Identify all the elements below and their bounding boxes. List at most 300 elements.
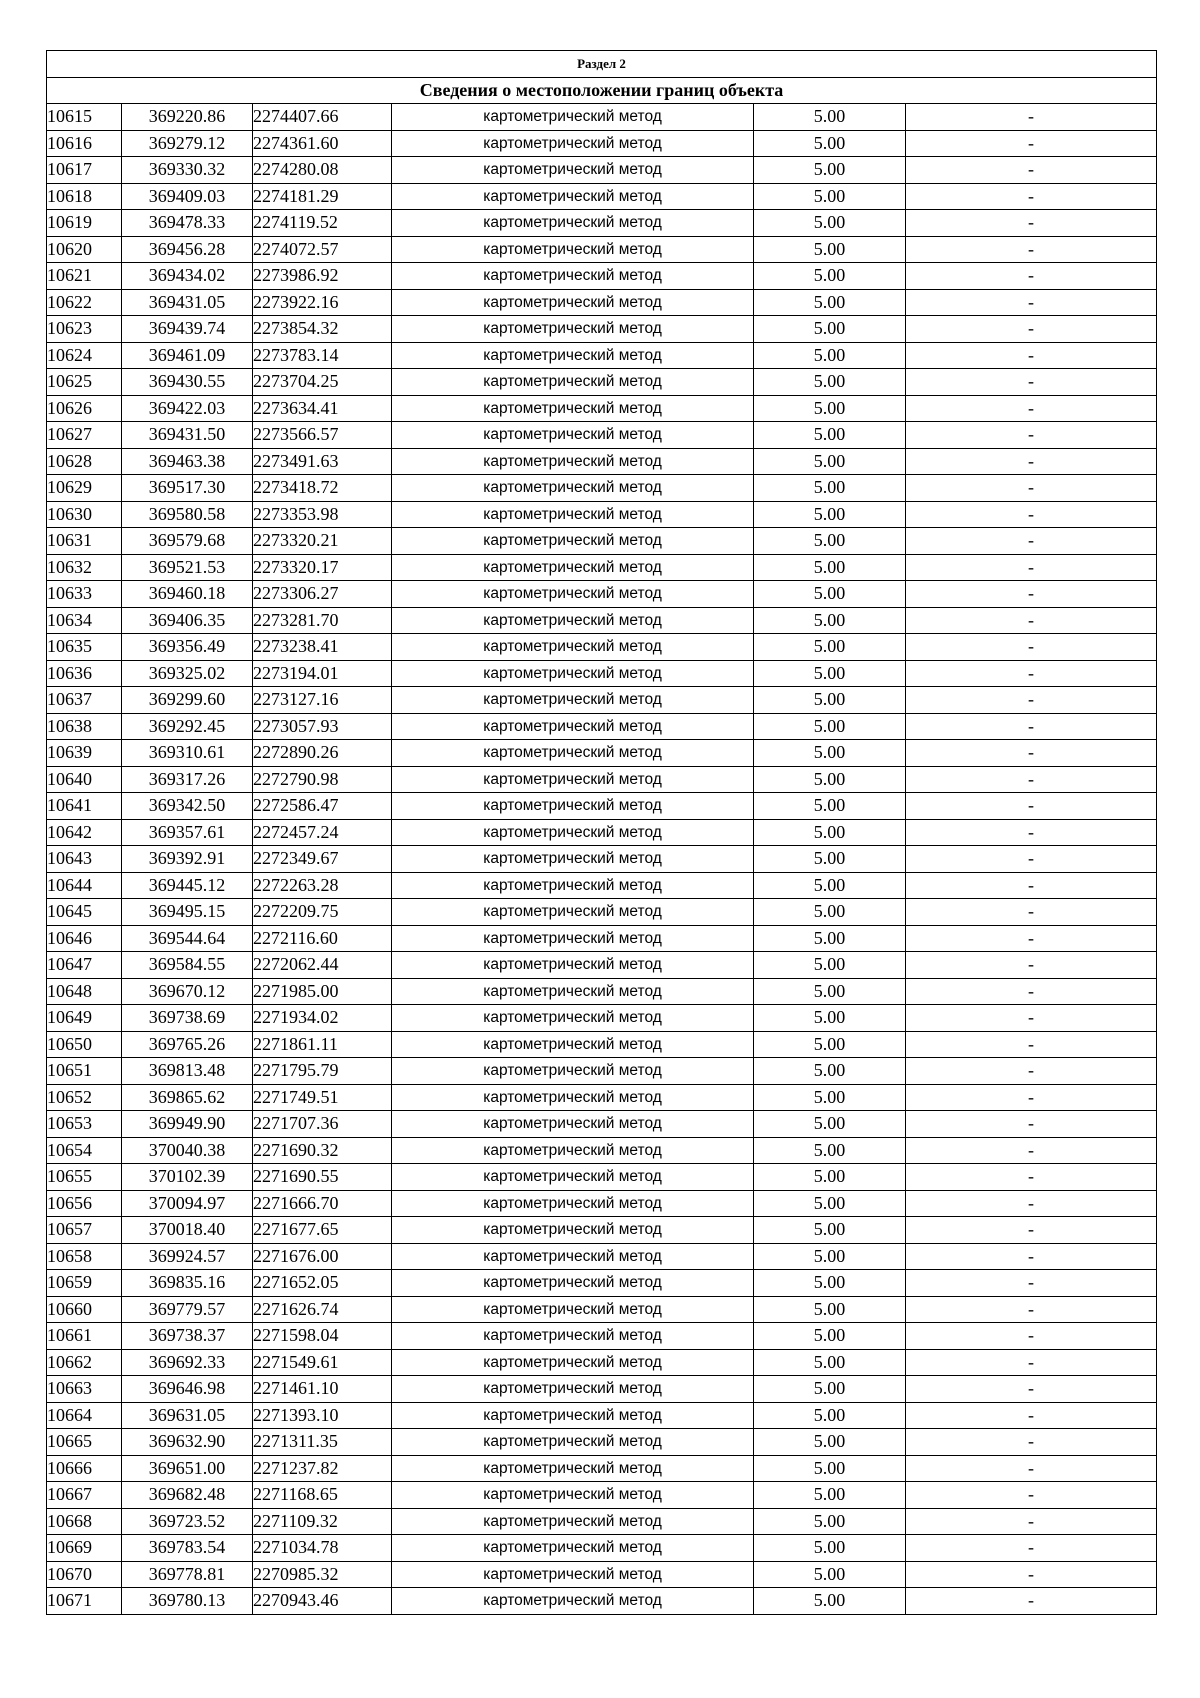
precision-cell: 5.00 [754,369,906,396]
table-row [47,740,1157,767]
method-cell: картометрический метод [392,1402,754,1429]
note-cell: - [906,925,1157,952]
table-row [47,1588,1157,1615]
method-cell: картометрический метод [392,130,754,157]
note-cell: - [906,607,1157,634]
note-cell: - [906,1270,1157,1297]
note-cell: - [906,236,1157,263]
table-row [47,210,1157,237]
table-row [47,1084,1157,1111]
x-coordinate-cell: 369670.12 [122,978,253,1005]
precision-cell: 5.00 [754,422,906,449]
method-cell: картометрический метод [392,978,754,1005]
y-coordinate-cell: 2273194.01 [253,660,392,687]
note-cell: - [906,899,1157,926]
note-cell: - [906,713,1157,740]
method-cell: картометрический метод [392,236,754,263]
table-row [47,899,1157,926]
y-coordinate-cell: 2274181.29 [253,183,392,210]
table-row [47,104,1157,131]
y-coordinate-cell: 2272116.60 [253,925,392,952]
y-coordinate-cell: 2272457.24 [253,819,392,846]
x-coordinate-cell: 369835.16 [122,1270,253,1297]
table-row [47,1296,1157,1323]
x-coordinate-cell: 369580.58 [122,501,253,528]
table-row [47,448,1157,475]
precision-cell: 5.00 [754,1270,906,1297]
note-cell: - [906,263,1157,290]
table-row [47,1429,1157,1456]
note-cell: - [906,1429,1157,1456]
precision-cell: 5.00 [754,1137,906,1164]
y-coordinate-cell: 2270943.46 [253,1588,392,1615]
precision-cell: 5.00 [754,1005,906,1032]
note-cell: - [906,183,1157,210]
precision-cell: 5.00 [754,1323,906,1350]
point-number-cell: 10661 [47,1323,122,1350]
table-row [47,1535,1157,1562]
precision-cell: 5.00 [754,157,906,184]
point-number-cell: 10645 [47,899,122,926]
x-coordinate-cell: 369431.50 [122,422,253,449]
y-coordinate-cell: 2271690.55 [253,1164,392,1191]
precision-cell: 5.00 [754,236,906,263]
note-cell: - [906,1482,1157,1509]
method-cell: картометрический метод [392,1349,754,1376]
precision-cell: 5.00 [754,925,906,952]
point-number-cell: 10631 [47,528,122,555]
y-coordinate-cell: 2271034.78 [253,1535,392,1562]
method-cell: картометрический метод [392,369,754,396]
y-coordinate-cell: 2271677.65 [253,1217,392,1244]
table-row [47,1058,1157,1085]
point-number-cell: 10641 [47,793,122,820]
note-cell: - [906,1296,1157,1323]
table-row [47,342,1157,369]
y-coordinate-cell: 2273986.92 [253,263,392,290]
note-cell: - [906,1005,1157,1032]
note-cell: - [906,1243,1157,1270]
method-cell: картометрический метод [392,1137,754,1164]
point-number-cell: 10632 [47,554,122,581]
note-cell: - [906,369,1157,396]
point-number-cell: 10660 [47,1296,122,1323]
point-number-cell: 10615 [47,104,122,131]
precision-cell: 5.00 [754,978,906,1005]
method-cell: картометрический метод [392,1217,754,1244]
precision-cell: 5.00 [754,660,906,687]
y-coordinate-cell: 2271549.61 [253,1349,392,1376]
point-number-cell: 10643 [47,846,122,873]
x-coordinate-cell: 369949.90 [122,1111,253,1138]
y-coordinate-cell: 2273281.70 [253,607,392,634]
table-row [47,1561,1157,1588]
note-cell: - [906,422,1157,449]
x-coordinate-cell: 369325.02 [122,660,253,687]
method-cell: картометрический метод [392,1323,754,1350]
y-coordinate-cell: 2271795.79 [253,1058,392,1085]
x-coordinate-cell: 369463.38 [122,448,253,475]
y-coordinate-cell: 2271652.05 [253,1270,392,1297]
y-coordinate-cell: 2271168.65 [253,1482,392,1509]
method-cell: картометрический метод [392,952,754,979]
point-number-cell: 10655 [47,1164,122,1191]
y-coordinate-cell: 2271985.00 [253,978,392,1005]
y-coordinate-cell: 2274072.57 [253,236,392,263]
x-coordinate-cell: 370040.38 [122,1137,253,1164]
point-number-cell: 10628 [47,448,122,475]
precision-cell: 5.00 [754,581,906,608]
note-cell: - [906,687,1157,714]
precision-cell: 5.00 [754,1482,906,1509]
x-coordinate-cell: 370018.40 [122,1217,253,1244]
point-number-cell: 10617 [47,157,122,184]
method-cell: картометрический метод [392,501,754,528]
method-cell: картометрический метод [392,1058,754,1085]
point-number-cell: 10640 [47,766,122,793]
note-cell: - [906,448,1157,475]
x-coordinate-cell: 369584.55 [122,952,253,979]
note-cell: - [906,952,1157,979]
x-coordinate-cell: 369521.53 [122,554,253,581]
precision-cell: 5.00 [754,1296,906,1323]
precision-cell: 5.00 [754,952,906,979]
method-cell: картометрический метод [392,104,754,131]
note-cell: - [906,475,1157,502]
method-cell: картометрический метод [392,1482,754,1509]
note-cell: - [906,1084,1157,1111]
y-coordinate-cell: 2274280.08 [253,157,392,184]
note-cell: - [906,634,1157,661]
note-cell: - [906,210,1157,237]
x-coordinate-cell: 369460.18 [122,581,253,608]
note-cell: - [906,1455,1157,1482]
precision-cell: 5.00 [754,819,906,846]
y-coordinate-cell: 2271934.02 [253,1005,392,1032]
note-cell: - [906,1111,1157,1138]
note-cell: - [906,766,1157,793]
method-cell: картометрический метод [392,1164,754,1191]
table-row [47,1217,1157,1244]
method-cell: картометрический метод [392,766,754,793]
method-cell: картометрический метод [392,1005,754,1032]
y-coordinate-cell: 2273127.16 [253,687,392,714]
y-coordinate-cell: 2274119.52 [253,210,392,237]
point-number-cell: 10637 [47,687,122,714]
precision-cell: 5.00 [754,1455,906,1482]
note-cell: - [906,316,1157,343]
y-coordinate-cell: 2274407.66 [253,104,392,131]
table-body [47,104,1157,1615]
y-coordinate-cell: 2273238.41 [253,634,392,661]
table-row [47,1482,1157,1509]
note-cell: - [906,1588,1157,1615]
y-coordinate-cell: 2271861.11 [253,1031,392,1058]
y-coordinate-cell: 2271749.51 [253,1084,392,1111]
table-row [47,263,1157,290]
point-number-cell: 10624 [47,342,122,369]
x-coordinate-cell: 369780.13 [122,1588,253,1615]
x-coordinate-cell: 369292.45 [122,713,253,740]
table-row [47,1270,1157,1297]
method-cell: картометрический метод [392,793,754,820]
method-cell: картометрический метод [392,554,754,581]
y-coordinate-cell: 2272790.98 [253,766,392,793]
note-cell: - [906,872,1157,899]
table-row [47,978,1157,1005]
note-cell: - [906,1376,1157,1403]
x-coordinate-cell: 369783.54 [122,1535,253,1562]
note-cell: - [906,1031,1157,1058]
method-cell: картометрический метод [392,1429,754,1456]
x-coordinate-cell: 369299.60 [122,687,253,714]
method-cell: картометрический метод [392,634,754,661]
precision-cell: 5.00 [754,501,906,528]
method-cell: картометрический метод [392,1508,754,1535]
note-cell: - [906,1190,1157,1217]
method-cell: картометрический метод [392,1455,754,1482]
method-cell: картометрический метод [392,819,754,846]
y-coordinate-cell: 2272586.47 [253,793,392,820]
precision-cell: 5.00 [754,475,906,502]
y-coordinate-cell: 2271626.74 [253,1296,392,1323]
x-coordinate-cell: 369430.55 [122,369,253,396]
point-number-cell: 10657 [47,1217,122,1244]
method-cell: картометрический метод [392,1376,754,1403]
point-number-cell: 10633 [47,581,122,608]
point-number-cell: 10636 [47,660,122,687]
point-number-cell: 10670 [47,1561,122,1588]
table-row [47,501,1157,528]
method-cell: картометрический метод [392,528,754,555]
table-row [47,766,1157,793]
precision-cell: 5.00 [754,210,906,237]
x-coordinate-cell: 369723.52 [122,1508,253,1535]
y-coordinate-cell: 2271393.10 [253,1402,392,1429]
point-number-cell: 10630 [47,501,122,528]
x-coordinate-cell: 369409.03 [122,183,253,210]
x-coordinate-cell: 369495.15 [122,899,253,926]
y-coordinate-cell: 2271237.82 [253,1455,392,1482]
x-coordinate-cell: 369579.68 [122,528,253,555]
table-row [47,1031,1157,1058]
table-row [47,846,1157,873]
method-cell: картометрический метод [392,846,754,873]
y-coordinate-cell: 2271598.04 [253,1323,392,1350]
precision-cell: 5.00 [754,263,906,290]
method-cell: картометрический метод [392,210,754,237]
point-number-cell: 10667 [47,1482,122,1509]
table-row [47,713,1157,740]
point-number-cell: 10662 [47,1349,122,1376]
x-coordinate-cell: 369646.98 [122,1376,253,1403]
precision-cell: 5.00 [754,1164,906,1191]
y-coordinate-cell: 2270985.32 [253,1561,392,1588]
precision-cell: 5.00 [754,899,906,926]
precision-cell: 5.00 [754,289,906,316]
precision-cell: 5.00 [754,1376,906,1403]
precision-cell: 5.00 [754,713,906,740]
note-cell: - [906,554,1157,581]
x-coordinate-cell: 369445.12 [122,872,253,899]
y-coordinate-cell: 2271311.35 [253,1429,392,1456]
x-coordinate-cell: 369738.69 [122,1005,253,1032]
y-coordinate-cell: 2273854.32 [253,316,392,343]
method-cell: картометрический метод [392,1296,754,1323]
y-coordinate-cell: 2271666.70 [253,1190,392,1217]
note-cell: - [906,819,1157,846]
x-coordinate-cell: 369631.05 [122,1402,253,1429]
table-row [47,1402,1157,1429]
y-coordinate-cell: 2271707.36 [253,1111,392,1138]
point-number-cell: 10621 [47,263,122,290]
x-coordinate-cell: 369406.35 [122,607,253,634]
method-cell: картометрический метод [392,581,754,608]
note-cell: - [906,1508,1157,1535]
x-coordinate-cell: 369778.81 [122,1561,253,1588]
method-cell: картометрический метод [392,687,754,714]
table-row [47,183,1157,210]
point-number-cell: 10649 [47,1005,122,1032]
y-coordinate-cell: 2271461.10 [253,1376,392,1403]
precision-cell: 5.00 [754,1058,906,1085]
y-coordinate-cell: 2271690.32 [253,1137,392,1164]
point-number-cell: 10658 [47,1243,122,1270]
x-coordinate-cell: 369310.61 [122,740,253,767]
y-coordinate-cell: 2273491.63 [253,448,392,475]
table-row [47,819,1157,846]
precision-cell: 5.00 [754,1561,906,1588]
point-number-cell: 10663 [47,1376,122,1403]
method-cell: картометрический метод [392,316,754,343]
y-coordinate-cell: 2273783.14 [253,342,392,369]
point-number-cell: 10659 [47,1270,122,1297]
point-number-cell: 10626 [47,395,122,422]
note-cell: - [906,1323,1157,1350]
point-number-cell: 10634 [47,607,122,634]
y-coordinate-cell: 2273922.16 [253,289,392,316]
table-row [47,1190,1157,1217]
point-number-cell: 10644 [47,872,122,899]
precision-cell: 5.00 [754,448,906,475]
method-cell: картометрический метод [392,899,754,926]
y-coordinate-cell: 2273320.17 [253,554,392,581]
note-cell: - [906,581,1157,608]
point-number-cell: 10666 [47,1455,122,1482]
note-cell: - [906,130,1157,157]
point-number-cell: 10619 [47,210,122,237]
y-coordinate-cell: 2272263.28 [253,872,392,899]
note-cell: - [906,660,1157,687]
method-cell: картометрический метод [392,1190,754,1217]
x-coordinate-cell: 369651.00 [122,1455,253,1482]
method-cell: картометрический метод [392,1084,754,1111]
x-coordinate-cell: 369632.90 [122,1429,253,1456]
table-row [47,607,1157,634]
precision-cell: 5.00 [754,687,906,714]
precision-cell: 5.00 [754,1349,906,1376]
note-cell: - [906,1164,1157,1191]
x-coordinate-cell: 369357.61 [122,819,253,846]
table-row [47,130,1157,157]
y-coordinate-cell: 2273704.25 [253,369,392,396]
document-page [46,50,1156,1615]
y-coordinate-cell: 2273418.72 [253,475,392,502]
table-row [47,369,1157,396]
section-label: Раздел 2 [47,51,1157,78]
precision-cell: 5.00 [754,607,906,634]
precision-cell: 5.00 [754,554,906,581]
x-coordinate-cell: 370094.97 [122,1190,253,1217]
note-cell: - [906,793,1157,820]
point-number-cell: 10653 [47,1111,122,1138]
precision-cell: 5.00 [754,1402,906,1429]
point-number-cell: 10629 [47,475,122,502]
table-row [47,1164,1157,1191]
point-number-cell: 10664 [47,1402,122,1429]
table-row [47,687,1157,714]
point-number-cell: 10635 [47,634,122,661]
x-coordinate-cell: 369220.86 [122,104,253,131]
point-number-cell: 10646 [47,925,122,952]
note-cell: - [906,157,1157,184]
table-row [47,1005,1157,1032]
table-row [47,316,1157,343]
table-row [47,1323,1157,1350]
note-cell: - [906,1137,1157,1164]
point-number-cell: 10625 [47,369,122,396]
point-number-cell: 10669 [47,1535,122,1562]
table-row [47,872,1157,899]
note-cell: - [906,1058,1157,1085]
y-coordinate-cell: 2272062.44 [253,952,392,979]
y-coordinate-cell: 2274361.60 [253,130,392,157]
note-cell: - [906,1535,1157,1562]
y-coordinate-cell: 2273634.41 [253,395,392,422]
point-number-cell: 10623 [47,316,122,343]
x-coordinate-cell: 369342.50 [122,793,253,820]
x-coordinate-cell: 369456.28 [122,236,253,263]
point-number-cell: 10652 [47,1084,122,1111]
precision-cell: 5.00 [754,766,906,793]
precision-cell: 5.00 [754,740,906,767]
method-cell: картометрический метод [392,1535,754,1562]
x-coordinate-cell: 369738.37 [122,1323,253,1350]
table-title: Сведения о местоположении границ объекта [47,77,1157,104]
precision-cell: 5.00 [754,342,906,369]
point-number-cell: 10671 [47,1588,122,1615]
y-coordinate-cell: 2271109.32 [253,1508,392,1535]
x-coordinate-cell: 369434.02 [122,263,253,290]
precision-cell: 5.00 [754,1031,906,1058]
note-cell: - [906,1349,1157,1376]
table-row [47,925,1157,952]
point-number-cell: 10656 [47,1190,122,1217]
x-coordinate-cell: 369356.49 [122,634,253,661]
x-coordinate-cell: 369813.48 [122,1058,253,1085]
table-row [47,1243,1157,1270]
method-cell: картометрический метод [392,1111,754,1138]
table-row [47,1111,1157,1138]
x-coordinate-cell: 369431.05 [122,289,253,316]
table-row [47,289,1157,316]
method-cell: картометрический метод [392,1270,754,1297]
point-number-cell: 10665 [47,1429,122,1456]
precision-cell: 5.00 [754,1111,906,1138]
point-number-cell: 10654 [47,1137,122,1164]
x-coordinate-cell: 370102.39 [122,1164,253,1191]
precision-cell: 5.00 [754,104,906,131]
